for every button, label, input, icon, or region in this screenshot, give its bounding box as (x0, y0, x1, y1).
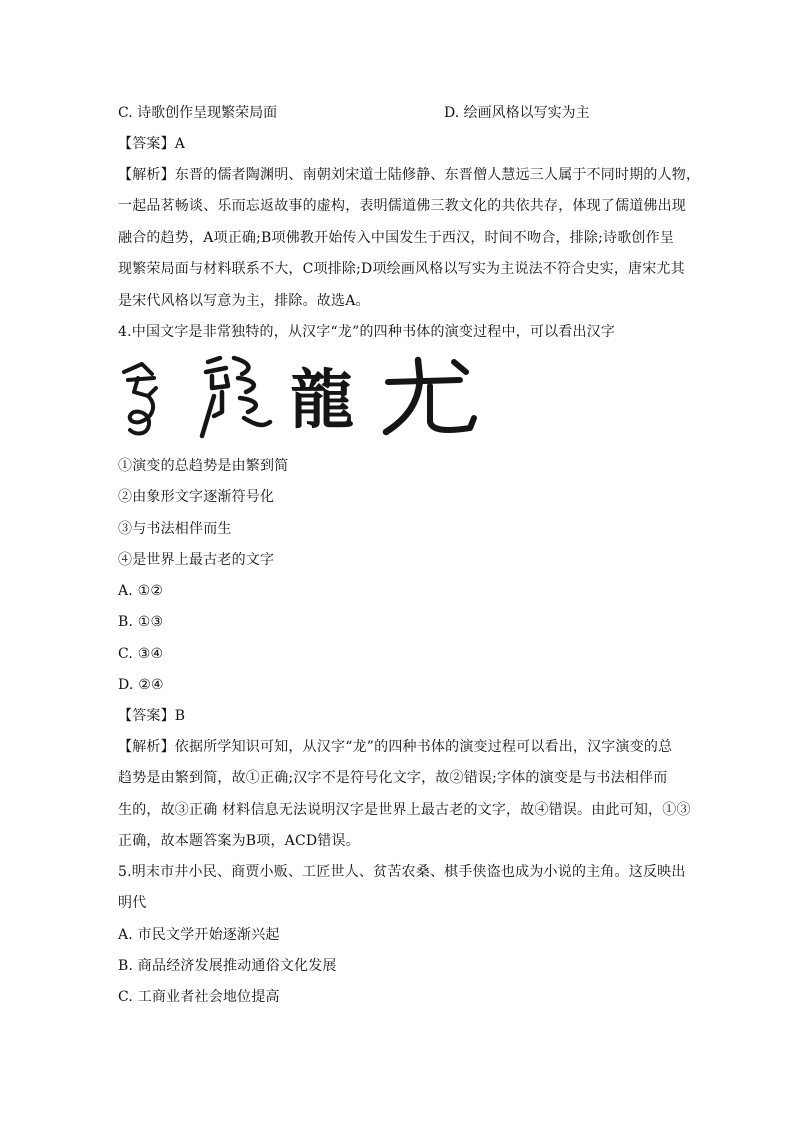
q5-stem-line-1: 5.明末市井小民、商贾小贩、工匠世人、贫苦农桑、棋手侠盗也成为小说的主角。这反映出 (118, 864, 686, 880)
q5-option-a: A. 市民文学开始逐渐兴起 (118, 927, 280, 943)
q4-analysis-line-2: 趋势是由繁到简，故①正确;汉字不是符号化文字，故②错误;字体的演变是与书法相伴而 (118, 770, 668, 786)
q5-stem-line-2: 明代 (118, 895, 147, 911)
q3-option-d: D. 绘画风格以写实为主 (444, 105, 590, 121)
q3-analysis-line-3: 融合的趋势，A项正确;B项佛教开始传入中国发生于西汉，时间不吻合，排除;诗歌创作呈 (118, 230, 675, 246)
q4-statement-4: ④是世界上最古老的文字 (118, 552, 275, 568)
q4-statement-2: ②由象形文字逐渐符号化 (118, 489, 275, 505)
q4-option-c: C. ③④ (118, 646, 164, 662)
q5-option-c: C. 工商业者社会地位提高 (118, 989, 280, 1005)
dragon-script-evolution-image (118, 352, 488, 442)
q4-option-a: A. ①② (118, 583, 164, 599)
q4-analysis-line-1: 【解析】依据所学知识可知，从汉字“龙”的四种书体的演变过程可以看出，汉字演变的总 (118, 739, 673, 755)
q4-option-b: B. ①③ (118, 614, 164, 630)
dragon-traditional-glyph (290, 363, 354, 438)
q3-analysis-line-5: 是宋代风格以写意为主，排除。故选A。 (118, 293, 370, 309)
q4-statement-1: ①演变的总趋势是由繁到简 (118, 458, 289, 474)
dragon-oracle-bone-glyph (124, 364, 156, 434)
dragon-simplified-glyph (386, 360, 474, 432)
q3-analysis-line-1: 【解析】东晋的儒者陶渊明、南朝刘宋道士陆修静、东晋僧人慧远三人属于不同时期的人物， (118, 167, 701, 183)
q4-option-d: D. ②④ (118, 677, 164, 693)
q4-analysis-line-4: 正确，故本题答案为B项，ACD错误。 (118, 833, 360, 849)
q4-answer: 【答案】B (118, 708, 186, 724)
q4-stem: 4.中国文字是非常独特的，从汉字“龙”的四种书体的演变过程中，可以看出汉字 (118, 324, 616, 340)
dragon-seal-script-glyph (202, 358, 270, 436)
q3-option-c: C. 诗歌创作呈现繁荣局面 (118, 105, 278, 121)
q3-analysis-line-2: 一起品茗畅谈、乐而忘返故事的虚构，表明儒道佛三教文化的共依共存，体现了儒道佛出现 (118, 198, 686, 214)
svg-text:龍: 龍 (290, 363, 354, 438)
q4-analysis-line-3: 生的，故③正确 材料信息无法说明汉字是世界上最古老的文字，故④错误。由此可知，①③ (118, 802, 691, 818)
q3-options-row (118, 102, 678, 122)
q3-answer: 【答案】A (118, 136, 186, 152)
q4-statement-3: ③与书法相伴而生 (118, 521, 232, 537)
q3-analysis-line-4: 现繁荣局面与材料联系不大，C项排除;D项绘画风格以写实为主说法不符合史实，唐宋尤其 (118, 261, 685, 277)
q5-option-b: B. 商品经济发展推动通俗文化发展 (118, 958, 337, 974)
